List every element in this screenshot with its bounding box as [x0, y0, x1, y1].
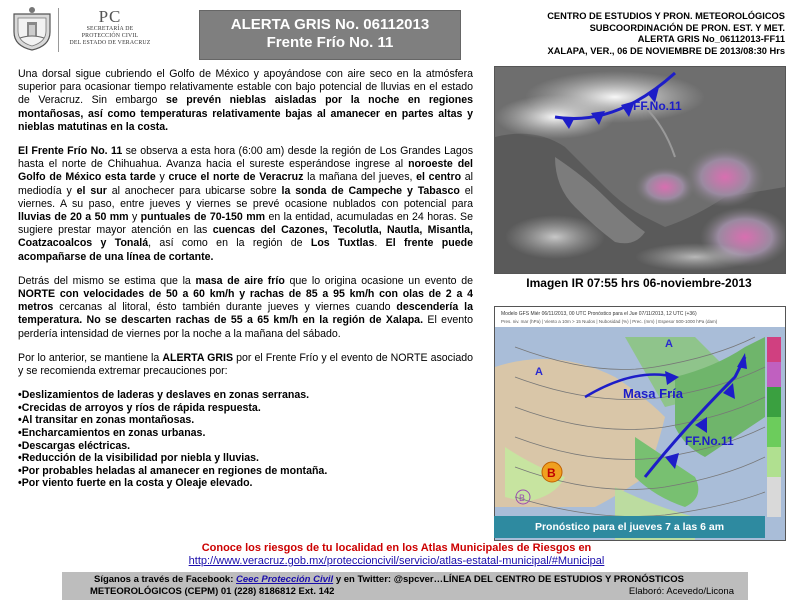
text-run-bold: lluvias de 20 a 50 mm	[18, 211, 129, 224]
text-run: se observa a esta hora (6:00 am) desde la región de Los Grandes Lagos hasta el norte de Chihuahua. Avanza hacia el sureste esperándose ingrese al	[18, 145, 473, 171]
text-run: y	[155, 171, 169, 184]
text-run: Una dorsal sigue cubriendo el Golfo de México y apoyándose con aire seco en la atmósfera superior para ocasionar tiempo relativamente estable con bajo potencial de lluvias en el estado de Veracruz. Sin embargo	[18, 68, 473, 107]
text-run-bold: NORTE con velocidades de 50 a 60 km/h y rachas de 85 a 95 km/h con olas de 2 a 4 metros	[18, 288, 473, 314]
satellite-caption: Imagen IR 07:55 hrs 06-noviembre-2013	[526, 276, 752, 290]
issuer-line: ALERTA GRIS No_06112013-FF11	[637, 34, 785, 44]
satellite-ir-image	[494, 66, 786, 274]
precaution-item: •Crecidas de arroyos y ríos de rápida respuesta.	[18, 401, 261, 414]
model-front-label: FF.No.11	[685, 434, 734, 448]
alert-title-box	[199, 10, 461, 60]
text-run: y	[128, 211, 141, 224]
risk-atlas-link[interactable]: http://www.veracruz.gob.mx/proteccioncivil/servicio/atlas-estatal-municipal/#Municipal	[188, 555, 605, 567]
issue-date: XALAPA, VER., 06 DE NOVIEMBRE DE 2013/08:30 Hrs	[547, 45, 785, 56]
satellite-front-label: FF.No.11	[633, 99, 682, 113]
text-run-bold: la sonda de Campeche y Tabasco	[281, 184, 460, 197]
organization-block	[62, 8, 158, 47]
contact-footer	[62, 572, 748, 600]
bulletin-text	[18, 68, 473, 490]
text-run: , así como en la región de	[148, 237, 311, 250]
text-run-bold: el centro	[416, 171, 462, 184]
text-run: al anochecer para ubicarse sobre	[106, 184, 282, 197]
issuer-block	[485, 11, 785, 57]
issuer-line: SUBCOORDINACIÓN DE PRON. EST. Y MET.	[589, 22, 785, 33]
text-run: .	[374, 237, 386, 250]
text-run: por el Frente Frío y el evento de NORTE asociado y se recomienda extremar precauciones por:	[18, 351, 473, 378]
alert-subtitle: Frente Frío No. 11	[266, 34, 394, 51]
low-pressure-label: B	[547, 466, 556, 480]
text-run: al mediodía y	[18, 171, 473, 197]
model-header-line2: Pres. niv. mar (hPa) | Viento a 10m > 15 Nudos | Nubosidad (%) | Prec. (mm) | Espesor 500-1000 hPa (dam)	[501, 319, 718, 324]
org-line: SECRETARÍA DE	[86, 26, 134, 32]
precaution-item: •Encharcamientos en zonas urbanas.	[18, 427, 206, 440]
text-run-bold: El frente puede acompañarse de una línea de cortante.	[18, 237, 473, 263]
gfs-model-map	[494, 306, 786, 541]
header-divider	[58, 8, 59, 52]
precaution-item: •Deslizamientos de laderas y deslaves en zonas serranas.	[18, 389, 310, 402]
text-run-bold: noroeste del Golfo de México esta tarde	[18, 158, 473, 184]
model-caption: Pronóstico para el jueves 7 a las 6 am	[494, 516, 765, 538]
org-line: DEL ESTADO DE VERACRUZ	[69, 40, 151, 46]
text-run-bold: El Frente Frío No. 11	[18, 145, 123, 158]
text-run: la mañana del jueves,	[303, 171, 417, 184]
org-line: PROTECCIÓN CIVIL	[81, 33, 139, 39]
text-run-bold: cuencas del Cazones, Tecolutla, Nautla, Misantla, Coatzacoalcos y Tonalá	[18, 224, 474, 250]
text-run: Detrás del mismo se estima que la	[18, 274, 196, 287]
paragraph-north-event	[18, 275, 473, 341]
precaution-item: •Descargas eléctricas.	[18, 439, 131, 452]
text-run: y en Twitter: @spcver…LÍNEA DEL CENTRO DE ESTUDIOS Y PRONÓSTICOS	[333, 574, 684, 585]
issuer-line: CENTRO DE ESTUDIOS Y PRON. METEOROLÓGICOS	[547, 11, 785, 21]
text-run: que lo origina ocasione un evento de	[284, 274, 474, 287]
footer-social-line	[94, 574, 684, 587]
text-run-bold: se prevén nieblas aisladas por la noche en regiones montañosas, así como temperaturas relativamente bajas al amanecer en partes altas y nieblas matutinas en la costa.	[18, 94, 473, 133]
precaution-item: •Por viento fuerte en la costa y Oleaje elevado.	[18, 477, 253, 490]
footer-credit: Elaboró: Acevedo/Licona	[628, 586, 734, 597]
text-run: Síganos a través de Facebook:	[94, 574, 237, 585]
text-run-bold: ALERTA GRIS	[162, 351, 234, 364]
footer-phone-line: METEOROLÓGICOS (CEPM) 01 (228) 8186812 Ext. 142	[90, 586, 335, 597]
model-header-line1: Modelo GFS Miér 06/11/2013, 00 UTC Pronóstico para el Jue 07/11/2013, 12 UTC (+36)	[501, 311, 697, 317]
state-seal-logo	[6, 4, 58, 54]
risk-atlas-notice	[0, 542, 793, 568]
precaution-item: •Reducción de la visibilidad por niebla y lluvias.	[18, 452, 259, 465]
high-pressure-label: A	[535, 366, 543, 378]
org-abbreviation: PC	[98, 7, 122, 26]
text-run: cercanas al litoral, ésto también durante jueves y viernes cuando	[53, 301, 397, 314]
facebook-link[interactable]: Ceec Protección Civil	[236, 574, 334, 585]
text-run-bold: cruce el norte de Veracruz	[168, 171, 304, 184]
high-pressure-label: A	[665, 338, 673, 350]
precaution-item: •Por probables heladas al amanecer en regiones de montaña.	[18, 464, 328, 477]
text-run: en la entidad, acumuladas en 24 horas. Se sugiere prestar mayor atención en las	[18, 211, 473, 237]
risk-atlas-text: Conoce los riesgos de tu localidad en los Atlas Municipales de Riesgos en	[201, 542, 592, 554]
cold-mass-label: Masa Fría	[623, 386, 683, 401]
alert-title: ALERTA GRIS No. 06112013	[230, 16, 430, 33]
text-run-bold: puntuales de 70-150 mm	[140, 211, 266, 224]
paragraph-recommendation	[18, 352, 473, 378]
precaution-list	[18, 389, 473, 490]
text-run: el viernes. A su paso, entre jueves y viernes se prevé ocasione nublados con potencial para	[18, 184, 474, 210]
text-run: El evento perdería intensidad de viernes por la noche a la mañana del sábado.	[18, 314, 473, 340]
text-run-bold: masa de aire frío	[195, 274, 285, 287]
paragraph-front	[18, 145, 473, 264]
precaution-item: •Al transitar en zonas montañosas.	[18, 414, 195, 427]
low-pressure-label: B	[519, 493, 526, 503]
text-run: Por lo anterior, se mantiene la	[18, 351, 163, 364]
text-run-bold: el sur	[76, 184, 107, 197]
text-run-bold: Los Tuxtlas	[310, 237, 375, 250]
paragraph-overview	[18, 68, 473, 134]
text-run-bold: descendería la temperatura. No se descarten rachas de 55 a 65 km/h en la región de Xalapa.	[18, 301, 473, 327]
